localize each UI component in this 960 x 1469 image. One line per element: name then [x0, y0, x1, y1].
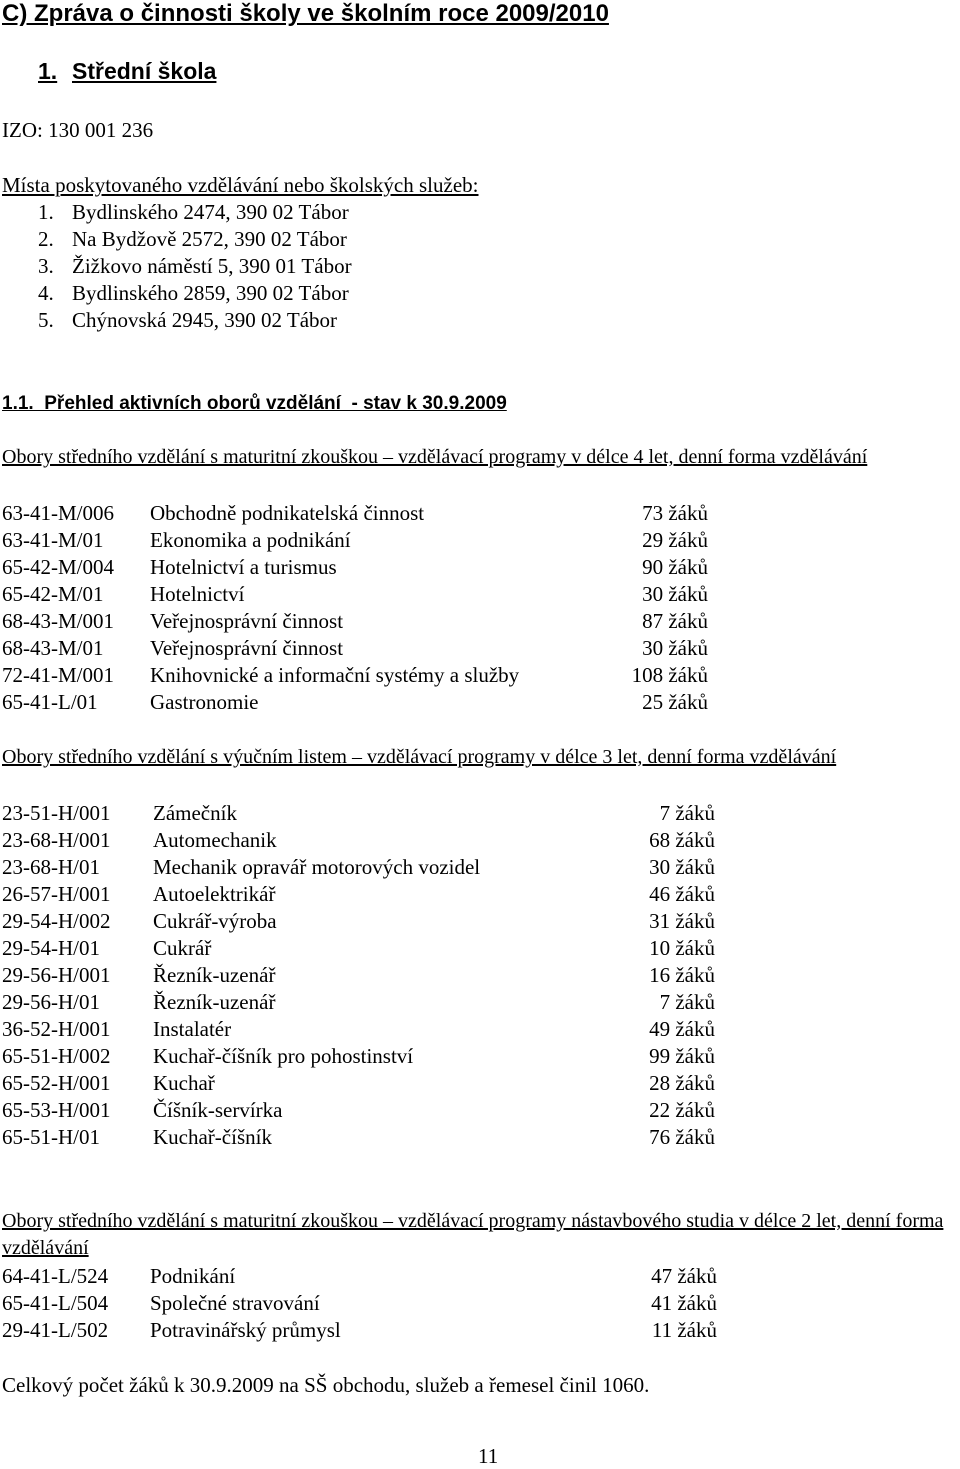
izo-line: IZO: 130 001 236 [2, 118, 154, 142]
table-row [0, 581, 720, 608]
field-code: 65-42-M/004 [2, 555, 114, 579]
field-name: Řezník-uzenář [153, 963, 276, 987]
student-count: 108 žáků [631, 663, 708, 687]
place-address: Chýnovská 2945, 390 02 Tábor [72, 308, 338, 332]
place-number: 2. [38, 227, 54, 251]
table-row [0, 1290, 725, 1317]
table-row [0, 827, 725, 854]
section-title: Střední škola [72, 58, 217, 84]
field-code: 65-41-L/01 [2, 690, 98, 714]
report-title: C) Zpráva o činnosti školy ve školním roce 2009/2010 [2, 0, 609, 27]
table-row [0, 527, 720, 554]
field-name: Potravinářský průmysl [150, 1318, 341, 1342]
table-row [0, 1070, 725, 1097]
table-row [0, 989, 725, 1016]
field-name: Řezník-uzenář [153, 990, 276, 1014]
field-code: 29-41-L/502 [2, 1318, 109, 1342]
field-code: 65-42-M/01 [2, 582, 104, 606]
table-row [0, 881, 725, 908]
field-code: 23-51-H/001 [2, 801, 111, 825]
field-name: Cukrář [153, 936, 212, 960]
page-number: 11 [478, 1444, 499, 1468]
field-name: Veřejnosprávní činnost [150, 609, 344, 633]
place-address: Bydlinského 2859, 390 02 Tábor [72, 281, 349, 305]
field-name: Obchodně podnikatelská činnost [150, 501, 425, 525]
group-heading-vyucni-list: Obory středního vzdělání s výučním listem – vzdělávací programy v délce 3 let, denní forma vzdělávání [2, 746, 837, 768]
field-name: Kuchař-číšník pro pohostinství [153, 1044, 414, 1068]
field-code: 63-41-M/01 [2, 528, 104, 552]
table-row [0, 662, 720, 689]
table-row [0, 689, 720, 716]
place-number: 4. [38, 281, 54, 305]
field-code: 29-54-H/002 [2, 909, 111, 933]
field-code: 68-43-M/001 [2, 609, 114, 633]
table-row [0, 800, 725, 827]
student-count: 16 žáků [649, 963, 715, 987]
field-code: 23-68-H/001 [2, 828, 111, 852]
field-code: 65-53-H/001 [2, 1098, 111, 1122]
table-row [0, 908, 725, 935]
student-count: 25 žáků [642, 690, 708, 714]
student-count: 49 žáků [649, 1017, 715, 1041]
field-name: Kuchař-číšník [153, 1125, 272, 1149]
student-count: 22 žáků [649, 1098, 715, 1122]
field-code: 64-41-L/524 [2, 1264, 109, 1288]
field-code: 65-51-H/01 [2, 1125, 100, 1149]
field-name: Gastronomie [150, 690, 259, 714]
student-count: 30 žáků [642, 636, 708, 660]
field-name: Číšník-servírka [153, 1098, 283, 1122]
field-code: 65-51-H/002 [2, 1044, 111, 1068]
table-row [0, 500, 720, 527]
field-code: 23-68-H/01 [2, 855, 100, 879]
table-row [0, 1263, 725, 1290]
student-count: 29 žáků [642, 528, 708, 552]
field-name: Podnikání [150, 1264, 236, 1288]
field-code: 65-41-L/504 [2, 1291, 109, 1315]
field-code: 65-52-H/001 [2, 1071, 111, 1095]
field-code: 29-56-H/01 [2, 990, 100, 1014]
table-row [0, 554, 720, 581]
student-count: 47 žáků [651, 1264, 717, 1288]
table-row [0, 1097, 725, 1124]
field-name: Ekonomika a podnikání [150, 528, 351, 552]
student-count: 87 žáků [642, 609, 708, 633]
table-row [0, 962, 725, 989]
field-code: 26-57-H/001 [2, 882, 111, 906]
table-row [0, 854, 725, 881]
field-name: Hotelnictví a turismus [150, 555, 337, 579]
field-name: Autoelektrikář [153, 882, 276, 906]
place-number: 3. [38, 254, 54, 278]
student-count: 68 žáků [649, 828, 715, 852]
field-name: Knihovnické a informační systémy a služby [150, 663, 520, 687]
student-count: 73 žáků [642, 501, 708, 525]
field-name: Mechanik opravář motorových vozidel [153, 855, 481, 879]
student-count: 46 žáků [649, 882, 715, 906]
field-name: Společné stravování [150, 1291, 320, 1315]
student-count: 7 žáků [659, 990, 715, 1014]
field-name: Instalatér [153, 1017, 232, 1041]
table-row [0, 1124, 725, 1151]
place-address: Bydlinského 2474, 390 02 Tábor [72, 200, 349, 224]
field-name: Hotelnictví [150, 582, 245, 606]
table-row [0, 1317, 725, 1344]
student-count: 30 žáků [649, 855, 715, 879]
student-count: 41 žáků [651, 1291, 717, 1315]
group-heading-nastavba: Obory středního vzdělání s maturitní zkouškou – vzdělávací programy nástavbového studia v délce 2 let, denní forma vzdělávání [2, 1210, 944, 1259]
place-address: Na Bydžově 2572, 390 02 Tábor [72, 227, 347, 251]
table-row [0, 1043, 725, 1070]
place-address: Žižkovo náměstí 5, 390 01 Tábor [72, 254, 352, 278]
student-count: 10 žáků [649, 936, 715, 960]
section-number: 1. [38, 58, 58, 84]
places-heading: Místa poskytovaného vzdělávání nebo školských služeb: [2, 173, 479, 197]
student-count: 30 žáků [642, 582, 708, 606]
table-row [0, 935, 725, 962]
total-summary: Celkový počet žáků k 30.9.2009 na SŠ obchodu, služeb a řemesel činil 1060. [2, 1373, 650, 1397]
group-heading-maturita: Obory středního vzdělání s maturitní zkouškou – vzdělávací programy v délce 4 let, denní forma vzdělávání [2, 446, 868, 468]
field-name: Kuchař [153, 1071, 215, 1095]
field-code: 29-54-H/01 [2, 936, 100, 960]
field-name: Zámečník [153, 801, 237, 825]
field-name: Automechanik [153, 828, 277, 852]
student-count: 28 žáků [649, 1071, 715, 1095]
field-name: Veřejnosprávní činnost [150, 636, 344, 660]
student-count: 99 žáků [649, 1044, 715, 1068]
field-code: 36-52-H/001 [2, 1017, 111, 1041]
student-count: 76 žáků [649, 1125, 715, 1149]
student-count: 31 žáků [649, 909, 715, 933]
subsection-title: 1.1. Přehled aktivních oborů vzdělání - stav k 30.9.2009 [2, 393, 507, 414]
field-code: 68-43-M/01 [2, 636, 104, 660]
student-count: 11 žáků [651, 1318, 717, 1342]
table-row [0, 608, 720, 635]
field-code: 72-41-M/001 [2, 663, 114, 687]
field-name: Cukrář-výroba [153, 909, 277, 933]
field-code: 29-56-H/001 [2, 963, 111, 987]
field-code: 63-41-M/006 [2, 501, 114, 525]
student-count: 90 žáků [642, 555, 708, 579]
place-number: 1. [38, 200, 54, 224]
student-count: 7 žáků [659, 801, 715, 825]
place-number: 5. [38, 308, 54, 332]
table-row [0, 635, 720, 662]
table-row [0, 1016, 725, 1043]
